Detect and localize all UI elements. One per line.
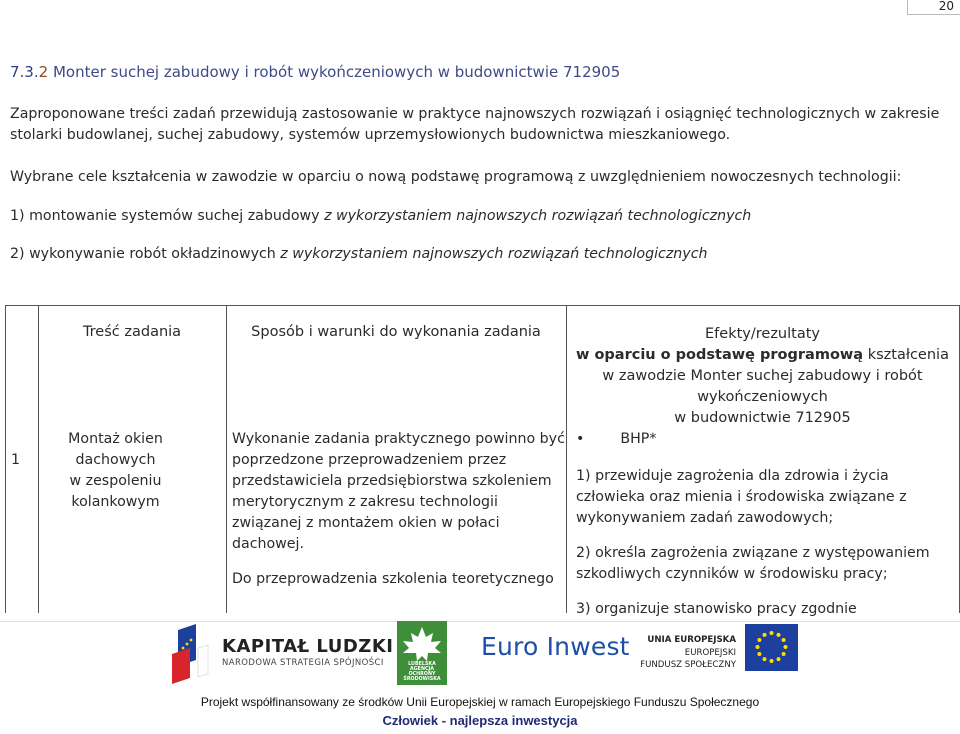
- euro-inwest-logo: Euro Inwest: [481, 632, 630, 661]
- conditions-line: Wykonanie zadania praktycznego powinno być: [232, 431, 565, 447]
- lubelska-agencja-logo: [397, 621, 447, 685]
- conditions-spacer: [232, 555, 566, 569]
- task-line: kolankowym: [71, 494, 160, 510]
- section-heading: [10, 63, 620, 81]
- header-effects-line-5: w budownictwie 712905: [674, 410, 851, 426]
- eu-stars-icon: [745, 624, 798, 671]
- conditions-line: związanej z montażem okien w połaci: [232, 515, 500, 531]
- conditions-line: przedstawiciela przedsiębiorstwa szkoleniem: [232, 473, 552, 489]
- conditions-line: Do przeprowadzenia szkolenia teoretycznego: [232, 571, 554, 587]
- goal-1: [10, 206, 751, 227]
- effect-line: szkodliwych czynników w środowisku pracy;: [576, 566, 888, 582]
- section-title: Monter suchej zabudowy i robót wykończeniowych w budownictwie 712905: [52, 63, 621, 81]
- kapital-ludzki-emblem-icon: [168, 624, 218, 684]
- maple-leaf-icon: [397, 625, 447, 665]
- intro-line-2: stolarki budowlanej, suchej zabudowy, systemów uprzemysłowionych budownictwa mieszkaniowego.: [10, 127, 731, 143]
- conditions-line: merytorycznym z zakresu technologii: [232, 494, 498, 510]
- kapital-ludzki-subtitle: NARODOWA STRATEGIA SPÓJNOŚCI: [222, 658, 384, 668]
- footer-cofinancing-text: Projekt współfinansowany ze środków Unii Europejskiej w ramach Europejskiego Funduszu Społecznego: [200, 695, 760, 709]
- header-effects-bold: w oparciu o podstawę programową: [576, 347, 864, 363]
- section-number-suffix: 2: [38, 63, 49, 81]
- header-conditions: Sposób i warunki do wykonania zadania: [251, 324, 541, 340]
- conditions-line: poprzedzone przeprowadzeniem przez: [232, 452, 507, 468]
- header-effects-rest: kształcenia: [863, 347, 949, 363]
- effect-line: 2) określa zagrożenia związane z występowaniem: [576, 545, 930, 561]
- page-number: 20: [938, 0, 954, 13]
- bhp-bullet-item: [576, 429, 956, 450]
- bhp-label: BHP*: [620, 431, 657, 447]
- conditions-cell: [232, 429, 566, 590]
- goal-2-italic: z wykorzystaniem najnowszych rozwiązań technologicznych: [280, 246, 708, 262]
- goal-1-italic: z wykorzystaniem najnowszych rozwiązań technologicznych: [324, 208, 752, 224]
- lubelska-text-line: LUBELSKA: [408, 662, 436, 667]
- effect-line: człowieka oraz mienia i środowiska związane z: [576, 489, 907, 505]
- header-effects-line-4: wykończeniowych: [697, 389, 828, 405]
- effects-spacer: [576, 450, 956, 466]
- task-line: w zespoleniu: [69, 473, 162, 489]
- effects-spacer: [576, 529, 956, 543]
- section-number-prefix: 7.3.: [10, 63, 39, 81]
- effect-line: wykonywaniem zadań zawodowych;: [576, 510, 834, 526]
- effects-spacer: [576, 585, 956, 599]
- bullet-icon: •: [576, 431, 585, 447]
- lubelska-agencja-text: [397, 662, 447, 682]
- tasks-table: [5, 305, 960, 617]
- footer-slogan: Człowiek - najlepsza inwestycja: [382, 713, 578, 728]
- ue-line-2: EUROPEJSKI: [684, 648, 736, 658]
- header-effects-line-3: w zawodzie Monter suchej zabudowy i robót: [602, 368, 923, 384]
- footer-divider: [0, 621, 960, 622]
- task-line: dachowych: [75, 452, 156, 468]
- table-divider-2: [226, 306, 227, 613]
- header-effects-title: Efekty/rezultaty: [705, 326, 820, 342]
- header-effects-line-2: [566, 345, 959, 366]
- effect-line: 3) organizuje stanowisko pracy zgodnie: [576, 601, 857, 617]
- lubelska-text-line: AGENCJA: [410, 667, 434, 672]
- kapital-ludzki-title: KAPITAŁ LUDZKI: [222, 636, 394, 657]
- ue-line-3: FUNDUSZ SPOŁECZNY: [640, 660, 736, 670]
- goal-1-text: 1) montowanie systemów suchej zabudowy: [10, 208, 325, 224]
- kapital-ludzki-logo: [168, 624, 394, 684]
- header-task: Treść zadania: [82, 324, 182, 340]
- intro-line-1: Zaproponowane treści zadań przewidują zastosowanie w praktyce najnowszych rozwiązań i osiągnięć technologicznych w zakresie: [10, 106, 940, 122]
- page-number-box: [907, 0, 960, 15]
- task-cell: [38, 429, 193, 513]
- effects-cell: [576, 429, 956, 620]
- task-line: Montaż okien: [68, 431, 163, 447]
- goals-intro: Wybrane cele kształcenia w zawodzie w oparciu o nową podstawę programową z uwzględnieniem nowoczesnych technologii:: [10, 169, 902, 185]
- section-number: [10, 63, 48, 81]
- effect-line: 1) przewiduje zagrożenia dla zdrowia i życia: [576, 468, 889, 484]
- goal-2-text: 2) wykonywanie robót okładzinowych: [10, 246, 281, 262]
- conditions-line: dachowej.: [232, 536, 304, 552]
- goal-2: [10, 244, 708, 265]
- row-number: 1: [11, 452, 21, 468]
- lubelska-text-line: OCHRONY: [408, 672, 436, 677]
- lubelska-text-line: ŚRODOWISKA: [403, 677, 441, 682]
- eu-flag-icon: [745, 624, 798, 671]
- header-effects: [566, 324, 959, 429]
- ue-line-1: UNIA EUROPEJSKA: [647, 635, 736, 645]
